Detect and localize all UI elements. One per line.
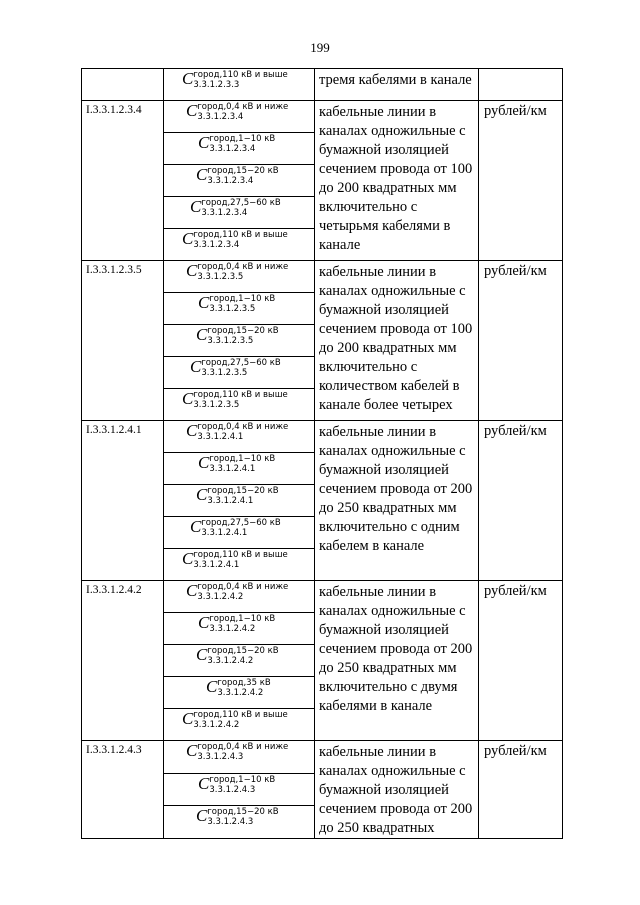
tariff-symbol bbox=[164, 357, 315, 389]
symbol-superscript: город,27,5−60 кВ bbox=[201, 518, 281, 528]
symbol-superscript: город,15−20 кВ bbox=[207, 326, 279, 336]
row-description: кабельные линии в каналах одножильные с бумажной изоляцией сечением провода от 100 до 200 квадратных мм включительно с четырьмя кабелями в канале bbox=[315, 101, 479, 261]
symbol-superscript: город,1−10 кВ bbox=[209, 454, 276, 464]
tariff-letter: C bbox=[186, 741, 198, 760]
tariff-letter: C bbox=[182, 389, 194, 408]
symbol-superscript: город,27,5−60 кВ bbox=[201, 358, 281, 368]
row-unit: рублей/км bbox=[479, 101, 563, 261]
symbol-subscript: 3.3.1.2.3.4 bbox=[201, 208, 248, 218]
tariff-symbol bbox=[164, 69, 315, 101]
tariff-symbol bbox=[164, 133, 315, 165]
table-row bbox=[82, 101, 563, 133]
tariff-letter: C bbox=[182, 229, 194, 248]
tariff-letter: C bbox=[182, 69, 194, 88]
row-code: I.3.3.1.2.3.4 bbox=[82, 101, 164, 261]
tariff-letter: C bbox=[190, 357, 202, 376]
row-description: кабельные линии в каналах одножильные с бумажной изоляцией сечением провода от 200 до 250 квадратных мм включительно с двумя кабелями в канале bbox=[315, 581, 479, 741]
row-code: I.3.3.1.2.4.2 bbox=[82, 581, 164, 741]
tariff-letter: C bbox=[196, 165, 208, 184]
symbol-subscript: 3.3.1.2.4.1 bbox=[207, 496, 254, 506]
tariff-symbol bbox=[164, 773, 315, 806]
symbol-superscript: город,35 кВ bbox=[217, 678, 271, 688]
row-unit: рублей/км bbox=[479, 741, 563, 839]
tariff-letter: C bbox=[190, 197, 202, 216]
symbol-subscript: 3.3.1.2.4.3 bbox=[197, 752, 244, 762]
tariff-letter: C bbox=[196, 645, 208, 664]
tariff-letter: C bbox=[198, 613, 210, 632]
table-row bbox=[82, 741, 563, 774]
symbol-subscript: 3.3.1.2.4.1 bbox=[209, 464, 256, 474]
symbol-superscript: город,1−10 кВ bbox=[209, 294, 276, 304]
tariff-letter: C bbox=[186, 261, 198, 280]
tariff-symbol bbox=[164, 613, 315, 645]
symbol-subscript: 3.3.1.2.4.2 bbox=[207, 656, 254, 666]
row-description: тремя кабелями в канале bbox=[315, 69, 479, 101]
symbol-superscript: город,0,4 кВ и ниже bbox=[197, 742, 289, 752]
row-description: кабельные линии в каналах одножильные с бумажной изоляцией сечением провода от 200 до 250 квадратных bbox=[315, 741, 479, 839]
symbol-subscript: 3.3.1.2.4.1 bbox=[193, 560, 240, 570]
symbol-superscript: город,0,4 кВ и ниже bbox=[197, 102, 289, 112]
tariff-letter: C bbox=[198, 293, 210, 312]
row-code bbox=[82, 69, 164, 101]
tariff-symbol bbox=[164, 581, 315, 613]
tariff-symbol bbox=[164, 549, 315, 581]
symbol-superscript: город,1−10 кВ bbox=[209, 774, 276, 785]
symbol-subscript: 3.3.1.2.3.4 bbox=[193, 240, 240, 250]
tariff-letter: C bbox=[186, 421, 198, 440]
row-unit: рублей/км bbox=[479, 581, 563, 741]
tariff-symbol bbox=[164, 485, 315, 517]
symbol-subscript: 3.3.1.2.4.3 bbox=[209, 784, 256, 795]
symbol-subscript: 3.3.1.2.3.5 bbox=[193, 400, 240, 410]
tariff-symbol bbox=[164, 709, 315, 741]
row-unit: рублей/км bbox=[479, 261, 563, 421]
tariff-symbol bbox=[164, 293, 315, 325]
symbol-superscript: город,1−10 кВ bbox=[209, 614, 276, 624]
tariff-letter: C bbox=[182, 709, 194, 728]
row-code: I.3.3.1.2.4.1 bbox=[82, 421, 164, 581]
symbol-subscript: 3.3.1.2.3.4 bbox=[197, 112, 244, 122]
tariff-symbol bbox=[164, 453, 315, 485]
tariff-letter: C bbox=[190, 517, 202, 536]
tariff-letter: C bbox=[198, 773, 210, 793]
table-row bbox=[82, 69, 563, 101]
symbol-subscript: 3.3.1.2.3.4 bbox=[209, 144, 256, 154]
symbol-superscript: город,110 кВ и выше bbox=[193, 550, 288, 560]
tariff-symbol bbox=[164, 645, 315, 677]
row-unit: рублей/км bbox=[479, 421, 563, 581]
tariff-symbol bbox=[164, 261, 315, 293]
tariff-letter: C bbox=[182, 549, 194, 568]
symbol-subscript: 3.3.1.2.3.3 bbox=[193, 80, 240, 90]
symbol-superscript: город,15−20 кВ bbox=[207, 486, 279, 496]
symbol-superscript: город,110 кВ и выше bbox=[193, 710, 288, 720]
symbol-superscript: город,110 кВ и выше bbox=[193, 230, 288, 240]
symbol-superscript: город,15−20 кВ bbox=[207, 166, 279, 176]
tariff-symbol bbox=[164, 389, 315, 421]
tariff-symbol bbox=[164, 197, 315, 229]
tariff-letter: C bbox=[198, 133, 210, 152]
tariff-letter: C bbox=[186, 581, 198, 600]
symbol-superscript: город,110 кВ и выше bbox=[193, 390, 288, 400]
tariff-symbol bbox=[164, 421, 315, 453]
tariff-letter: C bbox=[186, 101, 198, 120]
tariff-symbol bbox=[164, 677, 315, 709]
symbol-subscript: 3.3.1.2.4.2 bbox=[209, 624, 256, 634]
tariff-symbol bbox=[164, 741, 315, 774]
tariff-symbol bbox=[164, 101, 315, 133]
row-description: кабельные линии в каналах одножильные с бумажной изоляцией сечением провода от 100 до 200 квадратных мм включительно с количеством кабелей в канале более четырех bbox=[315, 261, 479, 421]
table-row bbox=[82, 581, 563, 613]
tariff-table bbox=[81, 68, 563, 839]
symbol-subscript: 3.3.1.2.4.1 bbox=[201, 528, 248, 538]
tariff-symbol bbox=[164, 165, 315, 197]
row-unit bbox=[479, 69, 563, 101]
symbol-superscript: город,15−20 кВ bbox=[207, 646, 279, 656]
tariff-letter: C bbox=[198, 453, 210, 472]
symbol-subscript: 3.3.1.2.4.1 bbox=[197, 432, 244, 442]
symbol-superscript: город,0,4 кВ и ниже bbox=[197, 422, 289, 432]
symbol-subscript: 3.3.1.2.3.5 bbox=[207, 336, 254, 346]
tariff-letter: C bbox=[206, 677, 218, 696]
symbol-subscript: 3.3.1.2.3.5 bbox=[197, 272, 244, 282]
symbol-subscript: 3.3.1.2.3.5 bbox=[209, 304, 256, 314]
symbol-superscript: город,0,4 кВ и ниже bbox=[197, 262, 289, 272]
tariff-symbol bbox=[164, 325, 315, 357]
tariff-symbol bbox=[164, 806, 315, 839]
tariff-letter: C bbox=[196, 325, 208, 344]
row-code: I.3.3.1.2.3.5 bbox=[82, 261, 164, 421]
row-description: кабельные линии в каналах одножильные с бумажной изоляцией сечением провода от 200 до 250 квадратных мм включительно с одним кабелем в канале bbox=[315, 421, 479, 581]
tariff-letter: C bbox=[196, 806, 208, 826]
table-row bbox=[82, 421, 563, 453]
symbol-subscript: 3.3.1.2.4.2 bbox=[197, 592, 244, 602]
symbol-superscript: город,0,4 кВ и ниже bbox=[197, 582, 289, 592]
tariff-symbol bbox=[164, 229, 315, 261]
tariff-symbol bbox=[164, 517, 315, 549]
symbol-superscript: город,27,5−60 кВ bbox=[201, 198, 281, 208]
symbol-superscript: город,110 кВ и выше bbox=[193, 70, 288, 80]
symbol-superscript: город,1−10 кВ bbox=[209, 134, 276, 144]
symbol-subscript: 3.3.1.2.3.4 bbox=[207, 176, 254, 186]
symbol-subscript: 3.3.1.2.4.3 bbox=[207, 817, 254, 828]
symbol-subscript: 3.3.1.2.3.5 bbox=[201, 368, 248, 378]
symbol-subscript: 3.3.1.2.4.2 bbox=[193, 720, 240, 730]
symbol-superscript: город,15−20 кВ bbox=[207, 807, 279, 818]
tariff-letter: C bbox=[196, 485, 208, 504]
table-row bbox=[82, 261, 563, 293]
row-code: I.3.3.1.2.4.3 bbox=[82, 741, 164, 839]
symbol-subscript: 3.3.1.2.4.2 bbox=[217, 688, 264, 698]
page-number: 199 bbox=[310, 40, 330, 55]
